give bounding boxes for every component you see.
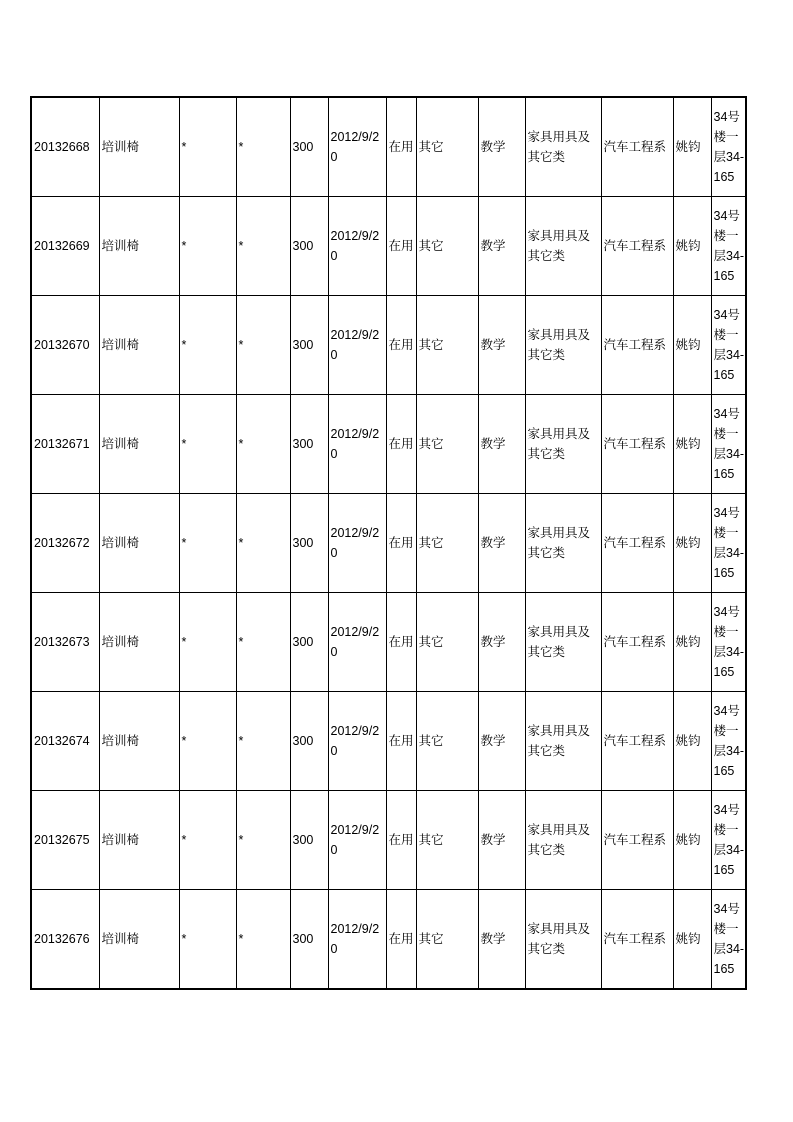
date-cell: 2012/9/20	[328, 296, 386, 395]
source-cell: 其它	[416, 296, 478, 395]
quantity-cell: 300	[290, 197, 328, 296]
status-cell: 在用	[386, 97, 416, 197]
category-cell: 家具用具及其它类	[525, 97, 601, 197]
category-cell: 家具用具及其它类	[525, 791, 601, 890]
source-cell: 其它	[416, 395, 478, 494]
quantity-cell: 300	[290, 890, 328, 990]
quantity-cell: 300	[290, 395, 328, 494]
location-cell: 34号楼一层34-165	[711, 494, 746, 593]
table-row	[31, 197, 746, 296]
date-cell: 2012/9/20	[328, 692, 386, 791]
table-row	[31, 296, 746, 395]
category-cell: 家具用具及其它类	[525, 395, 601, 494]
source-cell: 其它	[416, 593, 478, 692]
usage-cell: 教学	[478, 296, 525, 395]
asset-name-cell: 培训椅	[99, 890, 179, 990]
model-cell: *	[236, 890, 290, 990]
date-cell: 2012/9/20	[328, 395, 386, 494]
department-cell: 汽车工程系	[601, 296, 673, 395]
source-cell: 其它	[416, 197, 478, 296]
table-row	[31, 395, 746, 494]
spec-cell: *	[179, 97, 236, 197]
model-cell: *	[236, 593, 290, 692]
custodian-cell: 姚钧	[673, 890, 711, 990]
usage-cell: 教学	[478, 197, 525, 296]
quantity-cell: 300	[290, 296, 328, 395]
department-cell: 汽车工程系	[601, 395, 673, 494]
model-cell: *	[236, 395, 290, 494]
spec-cell: *	[179, 593, 236, 692]
model-cell: *	[236, 494, 290, 593]
asset-name-cell: 培训椅	[99, 97, 179, 197]
custodian-cell: 姚钧	[673, 692, 711, 791]
asset-id-cell: 20132676	[31, 890, 99, 990]
table-row	[31, 890, 746, 990]
quantity-cell: 300	[290, 494, 328, 593]
status-cell: 在用	[386, 296, 416, 395]
asset-name-cell: 培训椅	[99, 197, 179, 296]
source-cell: 其它	[416, 890, 478, 990]
location-cell: 34号楼一层34-165	[711, 890, 746, 990]
asset-id-cell: 20132668	[31, 97, 99, 197]
quantity-cell: 300	[290, 593, 328, 692]
asset-name-cell: 培训椅	[99, 296, 179, 395]
usage-cell: 教学	[478, 97, 525, 197]
location-cell: 34号楼一层34-165	[711, 296, 746, 395]
usage-cell: 教学	[478, 395, 525, 494]
usage-cell: 教学	[478, 494, 525, 593]
asset-name-cell: 培训椅	[99, 692, 179, 791]
location-cell: 34号楼一层34-165	[711, 791, 746, 890]
custodian-cell: 姚钧	[673, 494, 711, 593]
usage-cell: 教学	[478, 890, 525, 990]
usage-cell: 教学	[478, 692, 525, 791]
location-cell: 34号楼一层34-165	[711, 197, 746, 296]
asset-table	[30, 96, 747, 990]
status-cell: 在用	[386, 791, 416, 890]
asset-name-cell: 培训椅	[99, 494, 179, 593]
asset-id-cell: 20132669	[31, 197, 99, 296]
status-cell: 在用	[386, 890, 416, 990]
spec-cell: *	[179, 395, 236, 494]
usage-cell: 教学	[478, 791, 525, 890]
quantity-cell: 300	[290, 692, 328, 791]
location-cell: 34号楼一层34-165	[711, 593, 746, 692]
model-cell: *	[236, 296, 290, 395]
department-cell: 汽车工程系	[601, 97, 673, 197]
category-cell: 家具用具及其它类	[525, 494, 601, 593]
asset-id-cell: 20132670	[31, 296, 99, 395]
model-cell: *	[236, 97, 290, 197]
source-cell: 其它	[416, 791, 478, 890]
asset-name-cell: 培训椅	[99, 395, 179, 494]
date-cell: 2012/9/20	[328, 593, 386, 692]
spec-cell: *	[179, 791, 236, 890]
category-cell: 家具用具及其它类	[525, 296, 601, 395]
spec-cell: *	[179, 494, 236, 593]
date-cell: 2012/9/20	[328, 97, 386, 197]
spec-cell: *	[179, 296, 236, 395]
department-cell: 汽车工程系	[601, 692, 673, 791]
category-cell: 家具用具及其它类	[525, 197, 601, 296]
status-cell: 在用	[386, 593, 416, 692]
custodian-cell: 姚钧	[673, 296, 711, 395]
quantity-cell: 300	[290, 791, 328, 890]
asset-name-cell: 培训椅	[99, 593, 179, 692]
custodian-cell: 姚钧	[673, 197, 711, 296]
category-cell: 家具用具及其它类	[525, 890, 601, 990]
custodian-cell: 姚钧	[673, 97, 711, 197]
department-cell: 汽车工程系	[601, 494, 673, 593]
spec-cell: *	[179, 890, 236, 990]
asset-id-cell: 20132671	[31, 395, 99, 494]
asset-id-cell: 20132673	[31, 593, 99, 692]
date-cell: 2012/9/20	[328, 197, 386, 296]
table-body	[31, 97, 746, 989]
location-cell: 34号楼一层34-165	[711, 395, 746, 494]
department-cell: 汽车工程系	[601, 197, 673, 296]
table-row	[31, 692, 746, 791]
department-cell: 汽车工程系	[601, 890, 673, 990]
date-cell: 2012/9/20	[328, 890, 386, 990]
status-cell: 在用	[386, 197, 416, 296]
date-cell: 2012/9/20	[328, 494, 386, 593]
status-cell: 在用	[386, 692, 416, 791]
asset-id-cell: 20132674	[31, 692, 99, 791]
status-cell: 在用	[386, 494, 416, 593]
category-cell: 家具用具及其它类	[525, 692, 601, 791]
source-cell: 其它	[416, 494, 478, 593]
custodian-cell: 姚钧	[673, 593, 711, 692]
asset-id-cell: 20132675	[31, 791, 99, 890]
category-cell: 家具用具及其它类	[525, 593, 601, 692]
department-cell: 汽车工程系	[601, 593, 673, 692]
source-cell: 其它	[416, 692, 478, 791]
quantity-cell: 300	[290, 97, 328, 197]
model-cell: *	[236, 692, 290, 791]
location-cell: 34号楼一层34-165	[711, 692, 746, 791]
custodian-cell: 姚钧	[673, 791, 711, 890]
table-row	[31, 791, 746, 890]
table-row	[31, 97, 746, 197]
department-cell: 汽车工程系	[601, 791, 673, 890]
custodian-cell: 姚钧	[673, 395, 711, 494]
asset-id-cell: 20132672	[31, 494, 99, 593]
table-row	[31, 494, 746, 593]
spec-cell: *	[179, 197, 236, 296]
date-cell: 2012/9/20	[328, 791, 386, 890]
source-cell: 其它	[416, 97, 478, 197]
asset-name-cell: 培训椅	[99, 791, 179, 890]
usage-cell: 教学	[478, 593, 525, 692]
table-row	[31, 593, 746, 692]
location-cell: 34号楼一层34-165	[711, 97, 746, 197]
status-cell: 在用	[386, 395, 416, 494]
spec-cell: *	[179, 692, 236, 791]
model-cell: *	[236, 197, 290, 296]
model-cell: *	[236, 791, 290, 890]
